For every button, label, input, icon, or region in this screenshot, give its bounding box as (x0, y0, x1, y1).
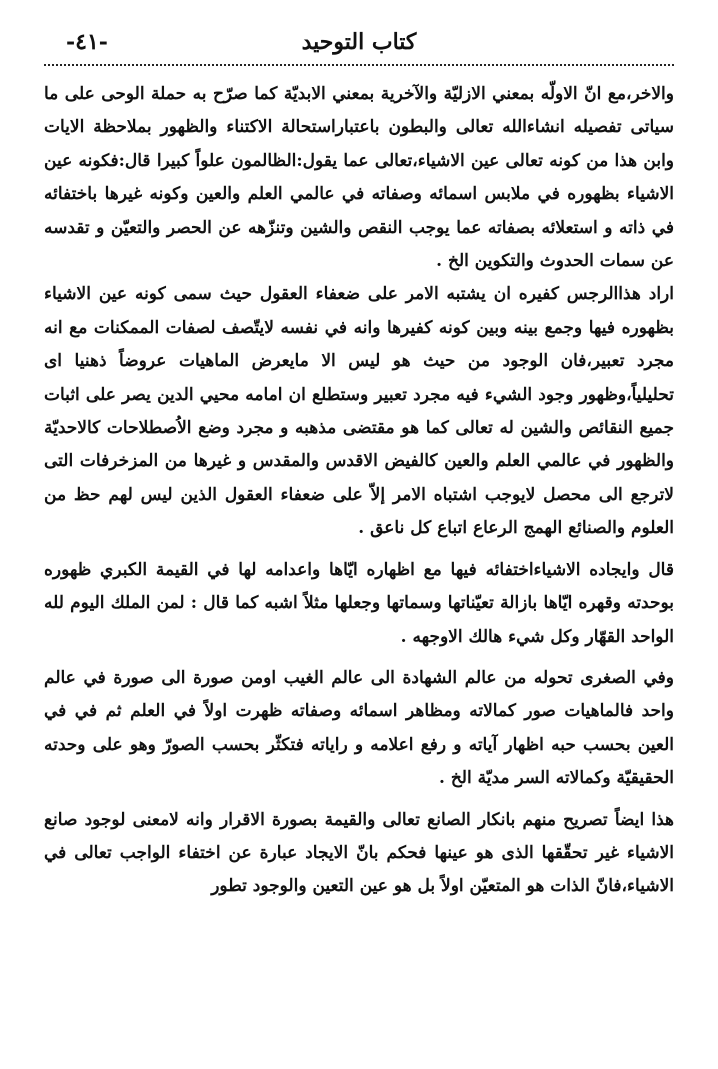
page-number: -٤١- (66, 29, 108, 55)
paragraph-1: والاخر،مع انّ الاولّه بمعني الازليّة والآخرية بمعني الابديّة كما صرّح به حملة الوحى على ما سياتى تفصيله انشاءالله تعالى والبطون باعتباراستحالة الاكتناء والظهور بملاحظة الايات وابن هذا من كونه تعالى عين الاشياء،تعالى عما يقول:الظالمون علواً كبيرا قال:فكونه عين الاشياء بظهوره في ملابس اسمائه وصفاته في عالمي العلم والعين وكونه غيرها باختفائه في ذاته و استعلائه بصفاته عما يوجب النقص والشين وتنزّهه عن الحصر والتعيّن و تقدسه عن سمات الحدوث والتكوين الخ . (44, 84, 674, 272)
body-text (44, 78, 674, 904)
page-header (44, 0, 674, 62)
paragraph-5: هذا ايضاً تصريح منهم بانكار الصانع تعالى والقيمة بصورة الاقرار وانه لامعنى لوجود صانع الاشياء غير تحقّقها الذى هو عينها فحكم بانّ الايجاد عبارة عن اختفاء الواجب تعالى في الاشياء،فانّ الذات هو المتعيّن اولاً بل هو عين التعين والوجود تطور (44, 809, 674, 897)
paragraph-2: اراد هذاالرجس كفيره ان يشتبه الامر على ضعفاء العقول حيث سمى كونه عين الاشياء بظهوره فيها وجمع بينه وبين كونه كفيرها وانه في نفسه لايتّصف لصفات الممكنات مع انه مجرد تعبير،فان الوجود من حيث هو ليس الا مايعرض الماهيات عروضاً ذهنيا اى تحليلياً،وظهور وجود الشيء فيه مجرد تعبير وستطلع ان امامه محيي الدين يصر على اثبات جميع النقائص والشين له تعالى كما هو مقتضى مذهبه و مجرد وضع الاُصطلاحات كالاحديّة والظهور في عالمي العلم والعين كالفيض الاقدس والمقدس و غيرها من المزخرفات التى لاترجع الى محصل لايوجب اشتباه الامر إلاّ على ضعفاء العقول الذين ليس لهم حظ من العلوم والصنائع الهمج الرعاع اتباع كل ناعق . (44, 284, 674, 539)
running-title: كتاب التوحيد (301, 29, 417, 55)
paragraph-3: قال وايجاده الاشياءاختفائه فيها مع اظهاره ايّاها واعدامه لها في القيمة الكبري ظهوره بوحدته وقهره ايّاها بازالة تعيّناتها وسماتها وجعلها مثلاً اشبه كما قال : لمن الملك اليوم لله الواحد القهّار وكل شيء هالك الاوجهه . (44, 559, 674, 647)
header-dotted-rule (44, 64, 674, 66)
paragraph-4: وفي الصغرى تحوله من عالم الشهادة الى عالم الغيب اومن صورة الى صورة في عالم واحد فالماهيات صور كمالاته ومظاهر اسمائه وصفاته ظهرت اولاً في العلم ثم في في العين بحسب حبه اظهار آياته و رفع اعلامه و راياته فتكثّر بحسب الصورّ وهو على وحدته الحقيقيّة وكمالاته السر مديّة الخ . (44, 667, 674, 789)
